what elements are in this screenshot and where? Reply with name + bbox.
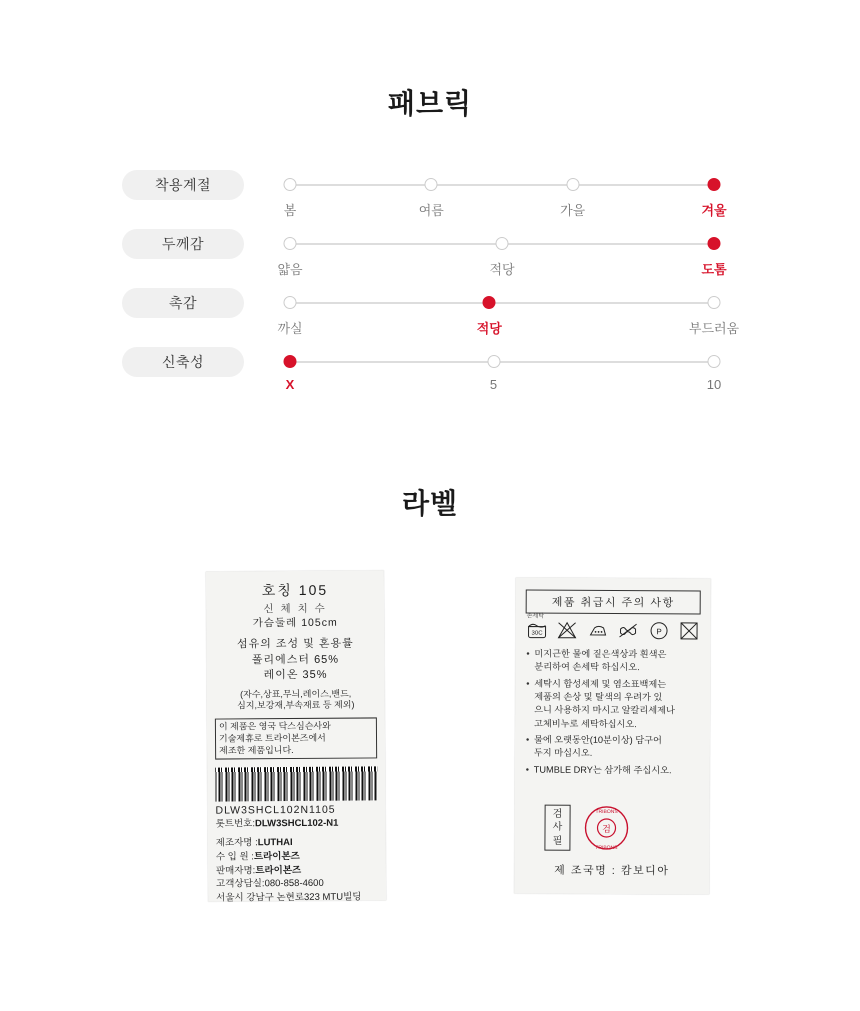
no-bleach-icon	[557, 620, 578, 641]
inspection-area	[544, 804, 630, 852]
scale-label-chip: 촉감	[122, 288, 244, 318]
dryclean-icon	[648, 620, 669, 641]
info-value: 트라이본즈	[255, 864, 302, 877]
svg-text:TRIBONS: TRIBONS	[595, 844, 618, 852]
care-symbol-row	[525, 613, 700, 642]
scale-tick-label-selected: 도톰	[701, 262, 727, 277]
hand-wash-30c-icon	[526, 613, 547, 641]
body-measure-heading: 신 체 치 수	[263, 602, 327, 616]
scale-tick-label-selected: 적당	[476, 321, 502, 336]
chest-measure: 가슴둘레 105cm	[252, 616, 338, 630]
scale-tick-label: 얇음	[277, 262, 303, 277]
info-row	[216, 836, 378, 851]
scale-tick-label: 적당	[489, 262, 515, 277]
care-instruction: • 물에 오랫동안(10분이상) 담구어 두지 마십시오.	[534, 734, 700, 762]
composition-row: 레이온 35%	[263, 668, 328, 682]
care-instruction: • 미지근한 물에 짙은색상과 흰색은 분리하여 손세탁 하십시오.	[534, 648, 700, 676]
care-instruction: • TUMBLE DRY는 삼가해 주십시오.	[534, 763, 700, 777]
origin-label: 제 조국명 :	[554, 864, 617, 878]
no-wring-icon	[618, 620, 639, 641]
scale-label-chip: 두께감	[122, 229, 244, 259]
origin-country	[514, 861, 709, 878]
info-row	[216, 877, 378, 892]
company-address: 서울시 강남구 논현로323 MTU빌딩	[216, 891, 362, 904]
svg-text:TRIBONS: TRIBONS	[595, 808, 618, 816]
info-label: 제조자명 :	[215, 837, 258, 849]
scale-track	[285, 361, 722, 392]
scale-row	[0, 337, 860, 396]
scale-tick-label: 가을	[560, 203, 586, 218]
scale-label-chip: 신축성	[122, 347, 244, 377]
composition-row: 폴리에스터 65%	[251, 653, 340, 667]
svg-text:P: P	[655, 627, 662, 637]
scale-dot[interactable]	[284, 178, 297, 191]
lot-number-value: DLW3SHCL102-N1	[254, 818, 339, 830]
care-title: 제품 취급시 주의 사항	[526, 590, 701, 615]
info-value: 트라이본즈	[253, 850, 300, 863]
care-instruction-list	[525, 648, 701, 778]
scale-dot[interactable]	[284, 237, 297, 250]
scale-tick-label: 여름	[418, 203, 444, 218]
scale-dot[interactable]	[487, 355, 500, 368]
info-value: 080-858-4600	[264, 878, 324, 890]
info-label: 판매자명:	[215, 865, 256, 877]
barcode-number: DLW3SHCL102N1105	[215, 803, 336, 817]
scale-tick-label: 10	[706, 377, 722, 392]
lot-number-label: 롯트번호:	[215, 818, 256, 830]
scale-tick-label: 까실	[277, 321, 303, 336]
barcode-image	[215, 767, 377, 802]
svg-text:30C: 30C	[531, 630, 543, 637]
fabric-section-title: 패브릭	[387, 88, 473, 119]
iron-mid-icon	[587, 620, 608, 641]
scale-tick-label-selected: 겨울	[701, 203, 727, 218]
scale-dot[interactable]	[284, 296, 297, 309]
scale-row	[0, 278, 860, 337]
info-row	[216, 863, 378, 878]
scale-dot[interactable]	[496, 237, 509, 250]
manufacturer-info	[216, 836, 378, 906]
svg-text:검: 검	[602, 823, 611, 834]
scale-dot[interactable]	[425, 178, 438, 191]
info-label: 고객상담실:	[215, 878, 265, 891]
scale-track	[277, 243, 727, 277]
size-designation: 호칭 105	[261, 581, 329, 599]
scale-dot-selected[interactable]	[708, 237, 721, 250]
manufacture-note: 이 제품은 영국 닥스심슨사와 기술제휴로 트라이본즈에서 제조한 제품입니다.	[215, 718, 377, 760]
scale-tick-label: 부드러움	[688, 321, 740, 336]
composition-title: 섬유의 조성 및 혼용률	[236, 637, 354, 651]
exclusion-note: (자수,상표,무늬,레이스,밴드, 심지,보강재,부속재료 등 제외)	[237, 688, 355, 711]
label-section-title: 라벨	[401, 488, 459, 519]
scale-tick-label: 봄	[283, 203, 297, 218]
scale-dot[interactable]	[566, 178, 579, 191]
fabric-scale-list	[0, 160, 860, 396]
tribons-seal-icon	[582, 804, 630, 852]
scale-label-chip: 착용계절	[122, 170, 244, 200]
care-instruction: • 세탁시 합성세제 및 염소표백제는 제품의 손상 및 탈색의 우려가 있 으니 사용하지 마시고 알칼리세제나 고체비누로 세탁하십시오.	[534, 677, 700, 731]
scale-dot[interactable]	[708, 296, 721, 309]
label-photos	[0, 564, 860, 904]
no-tumble-dry-icon	[678, 620, 699, 641]
scale-row	[0, 160, 860, 219]
origin-value: 캄보디아	[620, 865, 670, 878]
scale-dot[interactable]	[708, 355, 721, 368]
inspection-stamp-box: 검 사 필	[544, 804, 570, 851]
hand-wash-caption: 손세탁	[526, 613, 545, 620]
scale-dot-selected[interactable]	[284, 355, 297, 368]
info-row	[216, 849, 378, 864]
info-label: 수 입 원 :	[215, 851, 254, 863]
info-value: LUTHAI	[257, 837, 293, 849]
scale-track	[283, 184, 727, 218]
care-label-card	[514, 577, 711, 894]
lot-number	[216, 818, 378, 832]
scale-tick-label-selected: X	[285, 377, 295, 392]
scale-dot-selected[interactable]	[708, 178, 721, 191]
scale-track	[277, 302, 740, 336]
scale-row	[0, 219, 860, 278]
size-label-card	[206, 570, 386, 904]
scale-dot-selected[interactable]	[483, 296, 496, 309]
scale-tick-label: 5	[489, 377, 498, 392]
